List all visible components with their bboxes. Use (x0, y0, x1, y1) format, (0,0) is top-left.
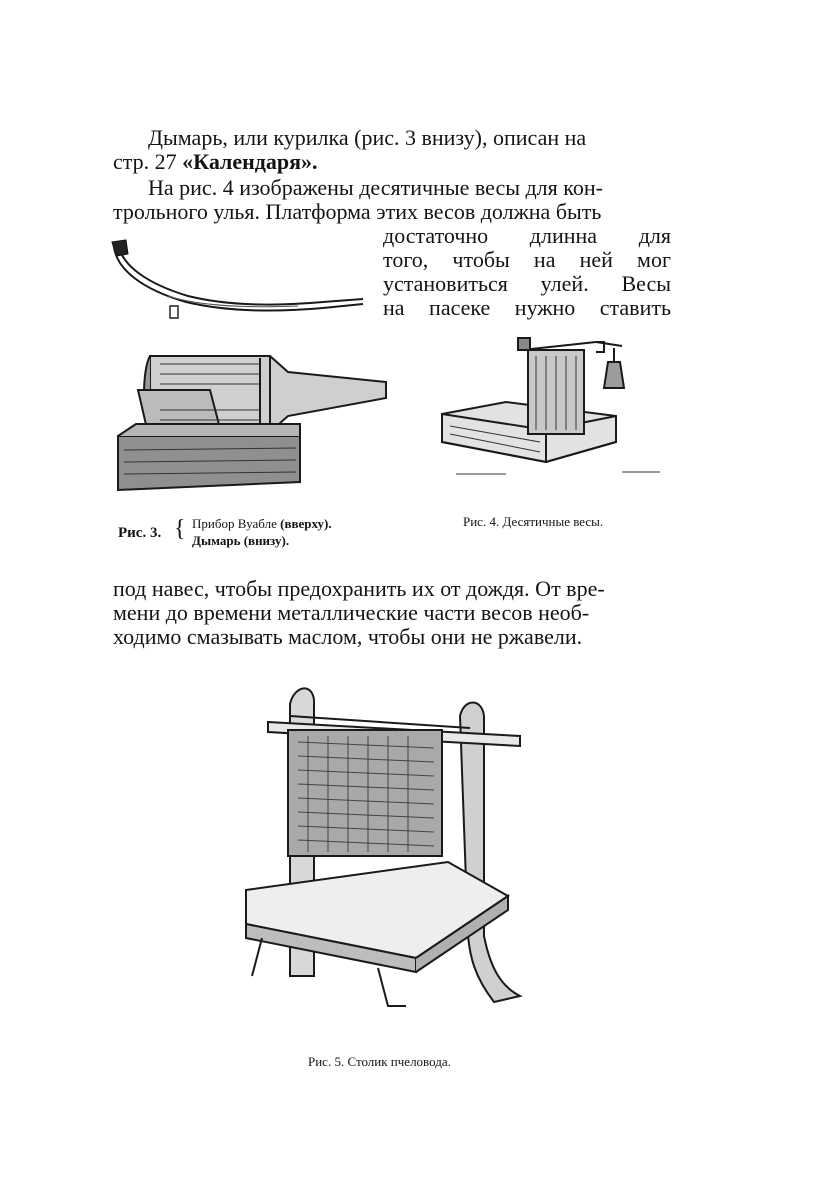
beekeepers-table-illustration (238, 676, 532, 1036)
figure-3-caption-line-1 (192, 516, 332, 532)
paragraph-2-line-1: На рис. 4 изображены десятичные весы для кон- (148, 175, 603, 200)
figure-5-caption: Рис. 5. Столик пчеловода. (308, 1054, 451, 1069)
paragraph-2-continuation-2: мени до времени металлические части весов необ- (113, 600, 590, 625)
decimal-scales-illustration (436, 322, 664, 494)
page-reference: стр. 27 (113, 149, 177, 174)
paragraph-1-line-1: Дымарь, или курилка (рис. 3 внизу), описан на (148, 125, 587, 150)
figure-3-brace: { (174, 516, 186, 542)
figure-3-caption-line-2: Дымарь (внизу). (192, 533, 290, 548)
bee-tool-illustration (108, 236, 370, 320)
figure-3-caption-plain: Прибор Вуабле (192, 516, 277, 531)
figure-4-caption: Рис. 4. Десятичные весы. (463, 514, 604, 529)
paragraph-2-continuation-3: ходимо смазывать маслом, чтобы они не ржавели. (113, 624, 583, 649)
paragraph-2-line-2: трольного улья. Платформа этих весов должна быть (113, 199, 602, 224)
paragraph-1-line-2 (113, 150, 318, 174)
smoker-illustration (110, 350, 390, 498)
paragraph-2-wrap-line-2: того, чтобы на ней мог (383, 247, 671, 272)
figure-3-caption-bold: (вверху). (280, 516, 332, 531)
paragraph-2-wrap-line-4: на пасеке нужно ставить (383, 295, 671, 320)
paragraph-2-wrap-line-1: достаточно длинна для (383, 223, 671, 248)
paragraph-2-continuation-1: под навес, чтобы предохранить их от дождя. От вре- (113, 576, 605, 601)
paragraph-2-wrap-line-3: установиться улей. Весы (383, 271, 671, 296)
calendar-title: «Календаря». (182, 149, 318, 174)
figure-3-label: Рис. 3. (118, 525, 162, 541)
